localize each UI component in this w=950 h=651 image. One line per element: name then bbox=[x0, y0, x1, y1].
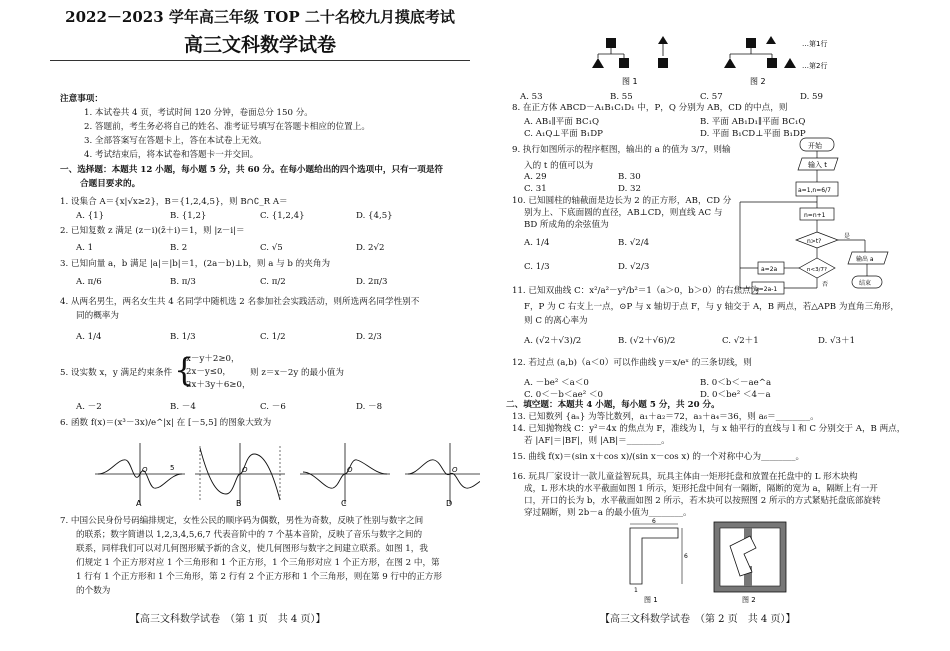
q5-option-d: D. －8 bbox=[356, 402, 383, 412]
q2-option-c: C. √5 bbox=[260, 243, 283, 253]
q6-label-d: D bbox=[446, 499, 453, 508]
q16-line: 16. 玩具厂家设计一款儿童益智玩具，玩具主体由一矩形托盘和放置在托盘中的 L 形木块构 bbox=[512, 472, 858, 482]
q16-line: 穿过隔断，则 2b－a 的最小值为________。 bbox=[524, 508, 692, 518]
q7-figures bbox=[580, 30, 900, 90]
q1-option-d: D. {4,5} bbox=[356, 211, 393, 221]
q6-graph-d bbox=[405, 443, 480, 508]
q6-origin: O bbox=[242, 466, 248, 474]
q6-graph-a bbox=[95, 443, 185, 508]
q5-constraint: 2x－y≤0， bbox=[186, 367, 232, 377]
q3-stem: 3. 已知向量 a，b 满足 |a|＝|b|＝1，(2a－b)⊥b，则 a 与 b 的夹角为 bbox=[60, 259, 331, 269]
q10-option-d: D. √2/3 bbox=[618, 262, 650, 272]
flow-yes-label: 是 bbox=[844, 233, 851, 240]
q9-option-a: A. 29 bbox=[524, 172, 547, 182]
q6-graph-c bbox=[300, 443, 390, 508]
flow-start-label: 开始 bbox=[808, 142, 822, 150]
q7-fig1-caption: 图 1 bbox=[622, 77, 638, 86]
notes-heading: 注意事项： bbox=[60, 94, 103, 104]
q3-option-c: C. π/2 bbox=[260, 277, 286, 287]
q16-dim-6: 6 bbox=[652, 518, 656, 525]
q16-dim-1: 1 bbox=[634, 587, 638, 594]
q9-stem: 9. 执行如图所示的程序框图，输出的 a 的值为 3/7，则输 bbox=[512, 145, 731, 155]
flow-output-label: 输出 a bbox=[856, 256, 874, 263]
q11-option-c: C. √2＋1 bbox=[722, 336, 759, 346]
q7-figure-2 bbox=[724, 36, 827, 86]
q10-option-b: B. √2/4 bbox=[618, 238, 650, 248]
q4-option-d: D. 2/3 bbox=[356, 332, 382, 342]
q6-origin: O bbox=[347, 466, 353, 474]
q2-stem: 2. 已知复数 z 满足 (z－i)(z̄＋i)＝1，则 |z－i|＝ bbox=[60, 226, 245, 236]
flow-no-label: 否 bbox=[822, 281, 829, 288]
q16-dim-6b: 6 bbox=[684, 553, 688, 560]
q3-option-a: A. π/6 bbox=[76, 277, 102, 287]
q12-option-a: A. －be² ＜a＜0 bbox=[524, 378, 589, 388]
q6-label-a: A bbox=[136, 499, 142, 508]
q7-line: 7. 中国公民身份号码编排规定，女性公民的顺序码为偶数，男性为奇数，反映了性别与数字之间 bbox=[60, 516, 424, 526]
q16-figure-2 bbox=[714, 522, 786, 604]
flow-init-label: a=1,n=6/7 bbox=[798, 187, 831, 194]
q7-option-c: C. 57 bbox=[700, 92, 723, 102]
q7-line: 1 行有 1 个正方形和 1 个三角形，第 2 行有 2 个正方形和 1 个三角形，则在第 9 行中的正方形 bbox=[76, 572, 442, 582]
title-rule bbox=[50, 60, 470, 61]
q8-stem: 8. 在正方体 ABCD－A₁B₁C₁D₁ 中，P，Q 分别为 AB，CD 的中点，则 bbox=[512, 103, 788, 113]
q11-option-a: A. (√2＋√3)/2 bbox=[524, 336, 582, 346]
q4-option-b: B. 1/3 bbox=[170, 332, 196, 342]
q2-option-b: B. 2 bbox=[170, 243, 188, 253]
q4-stem-cont: 同的概率为 bbox=[76, 311, 119, 321]
q5-stem: 5. 设实数 x，y 满足约束条件 bbox=[60, 368, 173, 378]
q6-label-b: B bbox=[236, 499, 242, 508]
q6-label-c: C bbox=[341, 499, 347, 508]
q3-option-b: B. π/3 bbox=[170, 277, 196, 287]
section1-heading-cont: 合题目要求的。 bbox=[80, 179, 141, 189]
q16-line: 口，开口的长为 b，水平截面如图 2 所示，若木块可以按照图 2 所示的方式紧贴托盘底部旋转 bbox=[524, 496, 881, 506]
q8-option-b: B. 平面 AB₁D₁∥平面 BC₁Q bbox=[700, 117, 806, 127]
q7-fig2-caption: 图 2 bbox=[750, 77, 766, 86]
q6-tick: 5 bbox=[170, 464, 175, 472]
q14-stem: 14. 已知抛物线 C：y²＝4x 的焦点为 F，准线为 l，与 x 轴平行的直线与 l 和 C 分别交于 A，B 两点， bbox=[512, 424, 906, 434]
q9-option-b: B. 30 bbox=[618, 172, 641, 182]
q2-option-a: A. 1 bbox=[76, 243, 94, 253]
q13-stem: 13. 已知数列 {aₙ} 为等比数列，a₁＋a₂＝72，a₃＋a₄＝36，则 a₆＝________。 bbox=[512, 412, 819, 422]
page1-footer: 【高三文科数学试卷 （第 1 页 共 4 页）】 bbox=[130, 614, 326, 625]
page2-footer: 【高三文科数学试卷 （第 2 页 共 4 页）】 bbox=[600, 614, 796, 625]
q16-figure-1 bbox=[630, 518, 688, 604]
q12-option-b: B. 0＜b＜－ae^a bbox=[700, 378, 772, 388]
q1-option-c: C. {1,2,4} bbox=[260, 211, 305, 221]
q4-stem: 4. 从两名男生，两名女生共 4 名同学中随机选 2 名参加社会实践活动，则所选两名同学性别不 bbox=[60, 297, 420, 307]
q7-line: 的联系；数字简谱以 1,2,3,4,5,6,7 代表音阶中的 7 个基本音阶，反映了音乐与数字之间的 bbox=[76, 530, 423, 540]
q1-option-b: B. {1,2} bbox=[170, 211, 207, 221]
section1-heading: 一、选择题：本题共 12 小题，每小题 5 分，共 60 分。在每小题给出的四个选项中，只有一项是符 bbox=[60, 165, 444, 175]
q1-stem: 1. 设集合 A＝{x|√x≥2}，B＝{1,2,4,5}，则 B∩∁_R A＝ bbox=[60, 197, 288, 207]
q12-stem: 12. 若过点 (a,b)（a＜0）可以作曲线 y＝x/eˣ 的三条切线，则 bbox=[512, 358, 752, 368]
exam-title: 2022－2023 学年高三年级 TOP 二十名校九月摸底考试 bbox=[65, 8, 455, 26]
q7-line: 的个数为 bbox=[76, 586, 111, 596]
flow-a2-label: a=2a-1 bbox=[755, 286, 778, 293]
q16-figures bbox=[620, 518, 820, 606]
q10-line: 别为上、下底面圆的直径，AB⊥CD，则直线 AC 与 bbox=[524, 208, 723, 218]
q5-option-c: C. －6 bbox=[260, 402, 286, 412]
q10-line: 10. 已知圆柱的轴截面是边长为 2 的正方形，AB，CD 分 bbox=[512, 196, 732, 206]
q9-option-c: C. 31 bbox=[524, 184, 547, 194]
q7-option-d: D. 59 bbox=[800, 92, 823, 102]
note-item: 1. 本试卷共 4 页，考试时间 120 分钟，卷面总分 150 分。 bbox=[84, 108, 313, 118]
section2-heading: 二、填空题：本题共 4 小题，每小题 5 分，共 20 分。 bbox=[506, 400, 720, 410]
q16-fig2-caption: 图 2 bbox=[742, 596, 756, 604]
q7-option-b: B. 55 bbox=[610, 92, 633, 102]
note-item: 3. 全部答案写在答题卡上，答在本试卷上无效。 bbox=[84, 136, 267, 146]
q9-flowchart bbox=[730, 136, 902, 296]
page-2 bbox=[500, 0, 940, 651]
note-item: 2. 答题前，考生务必将自己的姓名、准考证号填写在答题卡相应的位置上。 bbox=[84, 122, 370, 132]
q9-stem-cont: 入的 t 的值可以为 bbox=[524, 161, 594, 171]
flow-cond1-label: n>t? bbox=[807, 238, 822, 245]
q6-graph-b bbox=[195, 443, 285, 508]
q7-row2-label: …第2行 bbox=[802, 62, 828, 70]
q7-line: 们规定 1 个正方形对应 1 个三角形和 1 个正方形，1 个三角形对应 1 个正方形，在图 2 中，第 bbox=[76, 558, 440, 568]
exam-subtitle: 高三文科数学试卷 bbox=[183, 34, 336, 56]
q8-option-d: D. 平面 B₁CD⊥平面 B₁DP bbox=[700, 129, 806, 139]
q5-tail: 则 z＝x－2y 的最小值为 bbox=[250, 368, 344, 378]
q11-option-d: D. √3＋1 bbox=[818, 336, 856, 346]
q5-constraint: x－y＋2≥0， bbox=[186, 354, 240, 364]
q2-option-d: D. 2√2 bbox=[356, 243, 385, 253]
q5-brace: { bbox=[174, 351, 195, 389]
note-item: 4. 考试结束后，将本试卷和答题卡一并交回。 bbox=[84, 150, 259, 160]
q12-option-d: D. 0＜be² ＜4－a bbox=[700, 390, 771, 400]
q6-origin: O bbox=[452, 466, 458, 474]
q4-option-a: A. 1/4 bbox=[76, 332, 102, 342]
q8-option-c: C. A₁Q⊥平面 B₁DP bbox=[524, 129, 603, 139]
q11-option-b: B. (√2＋√6)/2 bbox=[618, 336, 676, 346]
q8-option-a: A. AB₁∥平面 BC₁Q bbox=[524, 117, 600, 127]
q1-option-a: A. {1} bbox=[76, 211, 105, 221]
q7-figure-1 bbox=[592, 36, 668, 86]
flow-input-label: 输入 t bbox=[808, 161, 827, 169]
q11-line: 则 C 的离心率为 bbox=[524, 316, 588, 326]
q12-option-c: C. 0＜－b＜ae² ＜0 bbox=[524, 390, 603, 400]
q16-fig1-caption: 图 1 bbox=[644, 596, 658, 604]
q10-option-a: A. 1/4 bbox=[524, 238, 550, 248]
q16-line: 成，L 形木块的水平截面如图 1 所示，矩形托盘中间有一隔断，隔断的宽为 a，隔断上有一开 bbox=[524, 484, 878, 494]
page-1 bbox=[40, 0, 480, 651]
q5-option-b: B. －4 bbox=[170, 402, 196, 412]
q3-option-d: D. 2π/3 bbox=[356, 277, 388, 287]
q7-line: 联系，同样我们可以对几何图形赋予新的含义，使几何图形与数字之间建立联系。如图 1，我 bbox=[76, 544, 428, 554]
q11-line: 11. 已知双曲线 C：x²/a²－y²/b²＝1（a＞0，b＞0）的右焦点为 bbox=[512, 286, 760, 296]
q7-row1-label: …第1行 bbox=[802, 40, 828, 48]
q14-stem-cont: 若 |AF|＝|BF|，则 |AB|＝________。 bbox=[524, 436, 670, 446]
q7-option-a: A. 53 bbox=[520, 92, 543, 102]
q4-option-c: C. 1/2 bbox=[260, 332, 286, 342]
q10-line: BD 所成角的余弦值为 bbox=[524, 220, 609, 230]
flow-step-label: n=n+1 bbox=[804, 212, 826, 219]
q6-stem: 6. 函数 f(x)＝(x³－3x)/e^|x| 在 [－5,5] 的图象大致为 bbox=[60, 418, 272, 428]
q6-origin: O bbox=[142, 466, 148, 474]
flow-cond2-label: n<3/7? bbox=[807, 267, 827, 273]
q5-option-a: A. －2 bbox=[76, 402, 102, 412]
q10-option-c: C. 1/3 bbox=[524, 262, 550, 272]
q9-option-d: D. 32 bbox=[618, 184, 641, 194]
q5-constraint: 2x＋3y＋6≥0， bbox=[186, 380, 251, 390]
q11-line: F，P 为 C 右支上一点，⊙P 与 x 轴切于点 F，与 y 轴交于 A，B 两点，若△APB 为直角三角形， bbox=[524, 302, 899, 312]
q15-stem: 15. 曲线 f(x)＝(sin x＋cos x)/(sin x－cos x) 的一个对称中心为________。 bbox=[512, 452, 805, 462]
flow-end-label: 结束 bbox=[859, 280, 872, 287]
q6-graphs bbox=[90, 438, 480, 508]
flow-a1-label: a=2a bbox=[761, 266, 778, 273]
